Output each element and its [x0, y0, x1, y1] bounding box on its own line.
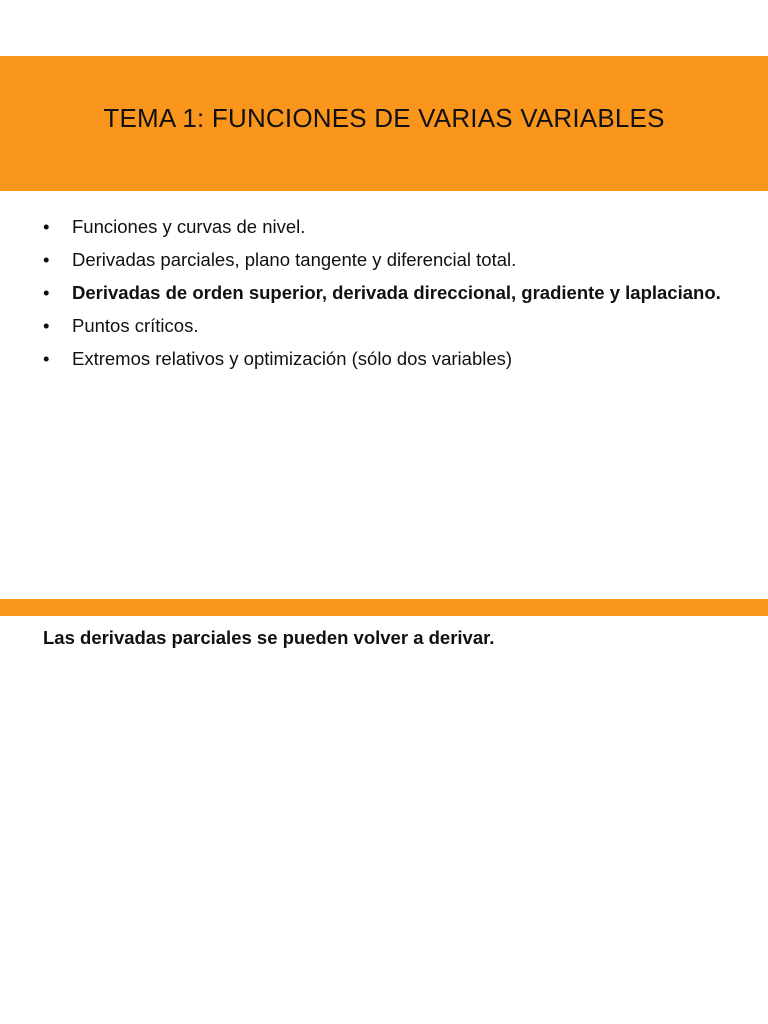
topic-list — [43, 214, 733, 379]
topic-text: Derivadas parciales, plano tangente y diferencial total. — [72, 249, 517, 270]
topic-item — [43, 280, 733, 305]
topic-text: Derivadas de orden superior, derivada direccional, gradiente y laplaciano. — [72, 282, 721, 303]
topic-item — [43, 313, 733, 338]
note-text: Las derivadas parciales se pueden volver a derivar. — [43, 627, 495, 648]
bullet-icon: • — [43, 282, 50, 303]
topic-text: Extremos relativos y optimización (sólo dos variables) — [72, 348, 513, 369]
topic-text: Funciones y curvas de nivel. — [72, 216, 306, 237]
title-band — [0, 56, 768, 191]
topic-item — [43, 247, 733, 272]
accent-divider-bar — [0, 599, 768, 616]
topic-item — [43, 346, 733, 371]
bullet-icon: • — [43, 315, 50, 336]
bullet-icon: • — [43, 249, 50, 270]
topic-text: Puntos críticos. — [72, 315, 199, 336]
topic-item — [43, 214, 733, 239]
slide-title: TEMA 1: FUNCIONES DE VARIAS VARIABLES — [103, 103, 665, 133]
bullet-icon: • — [43, 216, 50, 237]
bullet-icon: • — [43, 348, 50, 369]
